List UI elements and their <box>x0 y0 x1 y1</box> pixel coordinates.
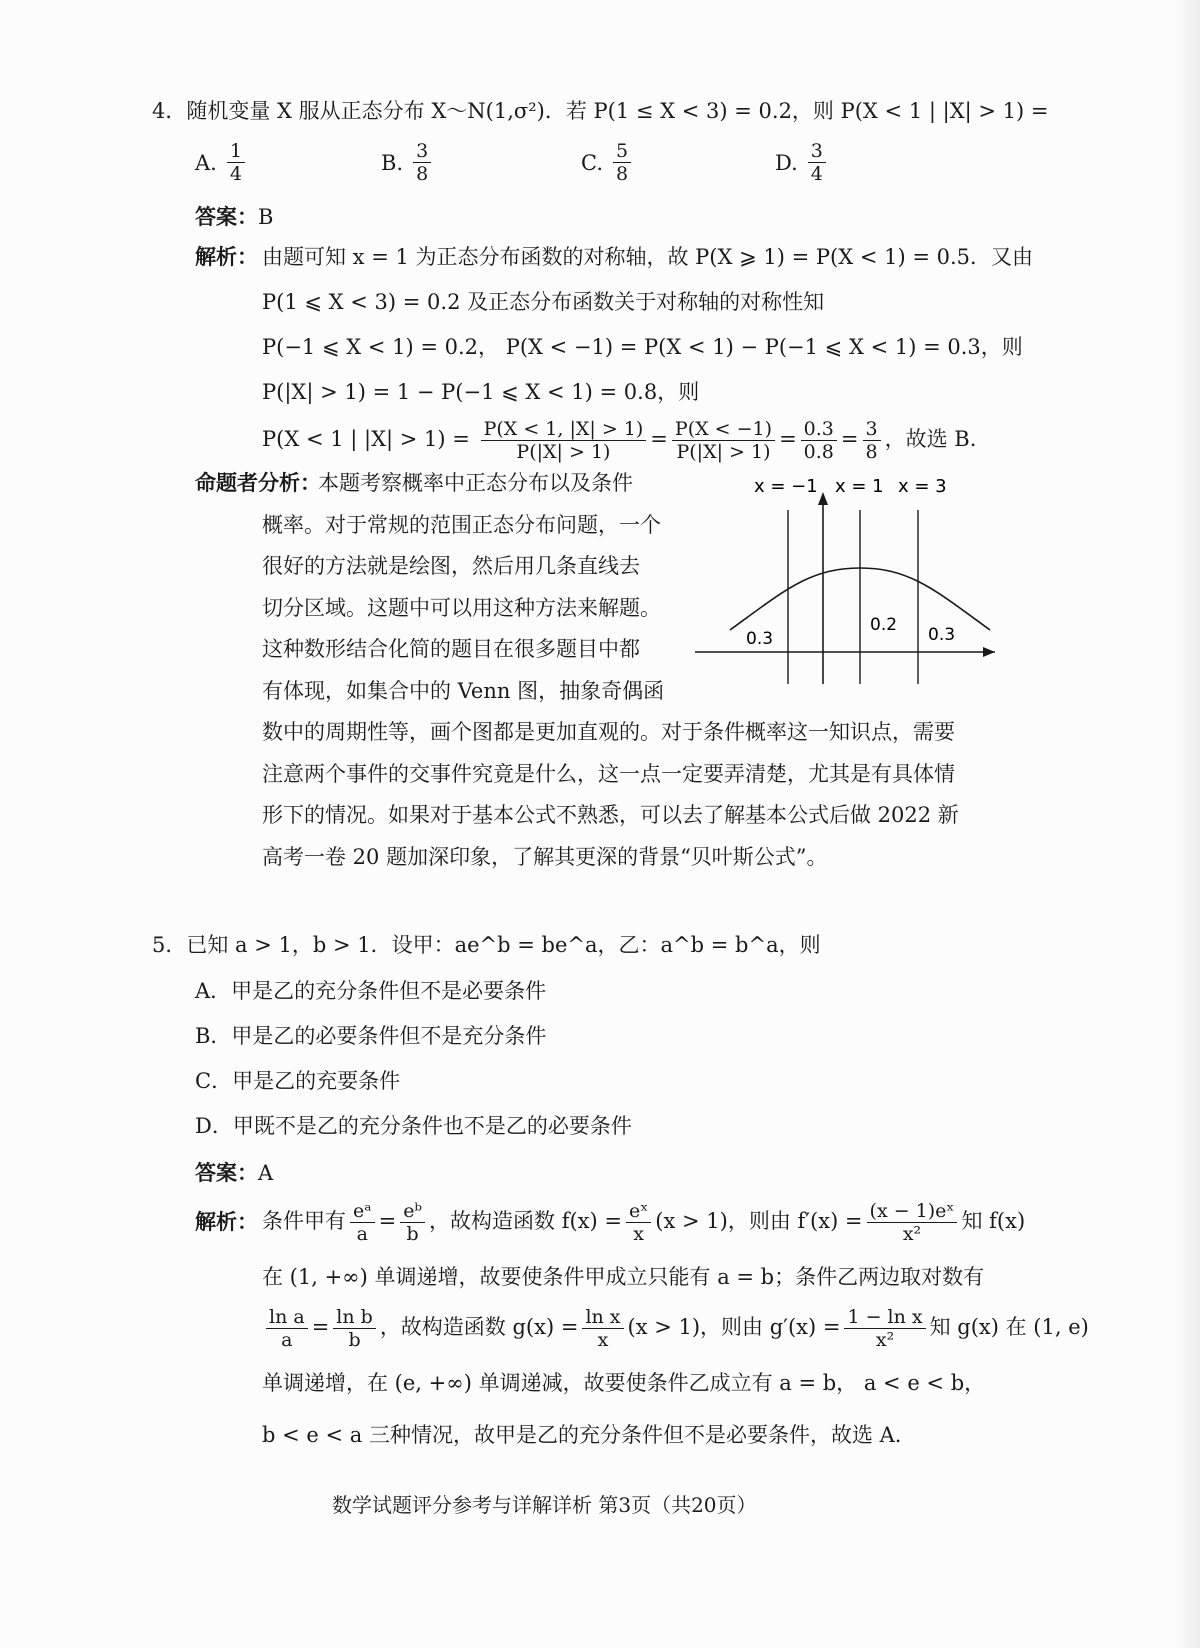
text-span: ，故构造函数 f(x) = <box>429 1209 622 1233</box>
denominator: a <box>356 1223 368 1245</box>
commentary-line-7: 数中的周期性等，画个图都是更加直观的。对于条件概率这一知识点，需要 <box>262 720 955 744</box>
region-middle-value: 0.2 <box>870 615 898 635</box>
q5-analysis-label: 解析： <box>195 1210 258 1234</box>
formula-tail: ，故选 B. <box>884 427 977 451</box>
q4-options <box>195 140 895 196</box>
denominator: x <box>597 1329 609 1351</box>
equals: = <box>378 1209 397 1233</box>
numerator: eᵇ <box>400 1200 425 1223</box>
text-span: (x > 1)，则由 g′(x) = <box>627 1315 841 1339</box>
text-span: (x > 1)，则由 f′(x) = <box>655 1209 863 1233</box>
formula-lhs: P(X < 1 | |X| > 1) = <box>262 427 470 451</box>
q4-option-c[interactable] <box>581 140 635 185</box>
q4-option-b[interactable] <box>381 140 435 185</box>
numerator: eᵃ <box>350 1200 375 1223</box>
numerator: (x − 1)eˣ <box>867 1200 958 1223</box>
text-span: 知 g(x) 在 (1, e) <box>929 1315 1089 1339</box>
numerator: 1 − ln x <box>844 1306 925 1329</box>
denominator: 8 <box>865 441 878 463</box>
denominator: 0.8 <box>803 441 834 463</box>
option-label: C. <box>581 150 603 175</box>
q4-option-a[interactable] <box>195 140 249 185</box>
denominator: b <box>406 1223 419 1245</box>
q4-commentary-label: 命题者分析： <box>195 471 321 495</box>
option-fraction <box>413 140 431 185</box>
fraction <box>582 1306 623 1351</box>
label-x-minus-1: x = −1 <box>754 476 818 497</box>
answer-value: B <box>258 205 274 229</box>
formula-fraction-4 <box>863 418 881 463</box>
option-label: D. <box>775 150 798 175</box>
q4-option-d[interactable] <box>775 140 830 185</box>
commentary-line-5: 这种数形结合化简的题目在很多题目中都 <box>262 637 640 661</box>
label-x-1: x = 1 <box>835 476 884 497</box>
q5-option-d[interactable]: D．甲既不是乙的充分条件也不是乙的必要条件 <box>195 1114 632 1138</box>
q4-answer <box>195 202 273 232</box>
denominator: 8 <box>616 163 629 185</box>
q4-final-formula: P(X < 1 | |X| > 1) = $\frac{P(X < 1, |X| > 1)}{P(|X| > 1)}$ = $\frac{P(X < -1)}{P(|X| > 1)}$ = $\frac{0.3}{0.8}$ = $\frac{3}{8}$ ，故选 B. <box>262 418 977 463</box>
numerator: ln x <box>582 1306 623 1329</box>
commentary-line-10: 高考一卷 20 题加深印象，了解其更深的背景“贝叶斯公式”。 <box>262 845 828 869</box>
fraction <box>844 1306 925 1351</box>
fraction <box>400 1200 425 1245</box>
q5-analysis-line-3 <box>262 1302 1089 1352</box>
region-right-value: 0.3 <box>928 625 956 645</box>
normal-distribution-figure <box>690 470 1010 695</box>
numerator: ln b <box>333 1306 376 1329</box>
answer-value: A <box>258 1161 274 1185</box>
numerator: ln a <box>266 1306 308 1329</box>
numerator: 0.3 <box>801 418 837 441</box>
fraction <box>626 1200 651 1245</box>
q4-analysis-label: 解析： <box>195 245 258 269</box>
commentary-line-3: 很好的方法就是绘图，然后用几条直线去 <box>262 554 640 578</box>
numerator: P(X < 1, |X| > 1) <box>481 418 647 441</box>
q5-option-a[interactable]: A．甲是乙的充分条件但不是必要条件 <box>195 979 547 1003</box>
q5-analysis-line-1 <box>262 1196 1025 1246</box>
text-span: 条件甲有 <box>262 1209 346 1233</box>
formula-fraction-3 <box>801 418 837 463</box>
option-fraction <box>227 140 245 185</box>
numerator: eˣ <box>626 1200 651 1223</box>
q5-analysis-line-2: 在 (1, +∞) 单调递增，故要使条件甲成立只能有 a = b；条件乙两边取对数有 <box>262 1265 985 1289</box>
q5-analysis-line-5: b < e < a 三种情况，故甲是乙的充分条件但不是必要条件，故选 A. <box>262 1423 902 1447</box>
answer-label: 答案： <box>195 205 258 229</box>
commentary-line-6: 有体现，如集合中的 Venn 图，抽象奇偶函 <box>262 679 665 703</box>
numerator: 3 <box>413 140 431 163</box>
equals: = <box>311 1315 330 1339</box>
commentary-line-2: 概率。对于常规的范围正态分布问题，一个 <box>262 513 661 537</box>
region-left-value: 0.3 <box>746 629 774 649</box>
formula-fraction-1 <box>481 418 647 463</box>
commentary-line-4: 切分区域。这题中可以用这种方法来解题。 <box>262 596 661 620</box>
numerator: P(X < −1) <box>672 418 775 441</box>
denominator: x² <box>902 1223 922 1245</box>
option-fraction <box>808 140 826 185</box>
numerator: 1 <box>227 140 245 163</box>
option-label: B. <box>381 150 404 175</box>
y-axis-arrow <box>818 492 828 505</box>
numerator: 3 <box>863 418 881 441</box>
denominator: x <box>633 1223 644 1245</box>
q4-analysis-line-3: P(−1 ⩽ X < 1) = 0.2， P(X < −1) = P(X < 1) − P(−1 ⩽ X < 1) = 0.3，则 <box>262 335 1023 359</box>
q4-analysis-line-1: 由题可知 x = 1 为正态分布函数的对称轴，故 P(X ⩾ 1) = P(X < 1) = 0.5．又由 <box>262 245 1034 269</box>
q5-answer <box>195 1158 273 1188</box>
q5-option-c[interactable]: C．甲是乙的充要条件 <box>195 1069 401 1093</box>
fraction <box>266 1306 308 1351</box>
denominator: P(|X| > 1) <box>676 441 771 463</box>
q4-analysis-line-4: P(|X| > 1) = 1 − P(−1 ⩽ X < 1) = 0.8，则 <box>262 380 700 404</box>
answer-label: 答案： <box>195 1161 258 1185</box>
numerator: 5 <box>613 140 631 163</box>
q4-stem: 4．随机变量 X 服从正态分布 X～N(1,σ²)．若 P(1 ≤ X < 3) = 0.2，则 P(X < 1 | |X| > 1) = <box>152 99 1049 123</box>
denominator: 4 <box>229 163 242 185</box>
q5-stem: 5．已知 a > 1，b > 1．设甲：ae^b = be^a，乙：a^b = b^a，则 <box>152 933 821 957</box>
denominator: b <box>348 1329 361 1351</box>
page-footer: 数学试题评分参考与详解详析 第3页（共20页） <box>332 1493 757 1517</box>
text-span: ，故构造函数 g(x) = <box>379 1315 579 1339</box>
commentary-line-8: 注意两个事件的交事件究竟是什么，这一点一定要弄清楚，尤其是有具体情 <box>262 762 955 786</box>
fraction <box>867 1200 958 1245</box>
denominator: P(|X| > 1) <box>516 441 611 463</box>
option-fraction <box>613 140 631 185</box>
formula-fraction-2 <box>672 418 775 463</box>
text-span: 知 f(x) <box>961 1209 1026 1233</box>
q4-analysis-line-2: P(1 ⩽ X < 3) = 0.2 及正态分布函数关于对称轴的对称性知 <box>262 290 825 314</box>
denominator: x² <box>875 1329 895 1351</box>
x-axis-arrow <box>983 647 995 657</box>
denominator: 8 <box>416 163 429 185</box>
option-label: A. <box>195 150 217 175</box>
fraction <box>333 1306 376 1351</box>
denominator: 4 <box>810 163 823 185</box>
denominator: a <box>281 1329 293 1351</box>
fraction <box>350 1200 375 1245</box>
q5-analysis-line-4: 单调递增，在 (e, +∞) 单调递减，故要使条件乙成立有 a = b， a < e < b， <box>262 1371 986 1395</box>
commentary-line-9: 形下的情况。如果对于基本公式不熟悉，可以去了解基本公式后做 2022 新 <box>262 803 959 827</box>
commentary-line-1: 本题考察概率中正态分布以及条件 <box>318 471 633 495</box>
label-x-3: x = 3 <box>898 476 947 497</box>
q5-option-b[interactable]: B．甲是乙的必要条件但不是充分条件 <box>195 1024 547 1048</box>
numerator: 3 <box>808 140 826 163</box>
page-edge-shadow <box>1174 0 1200 1648</box>
